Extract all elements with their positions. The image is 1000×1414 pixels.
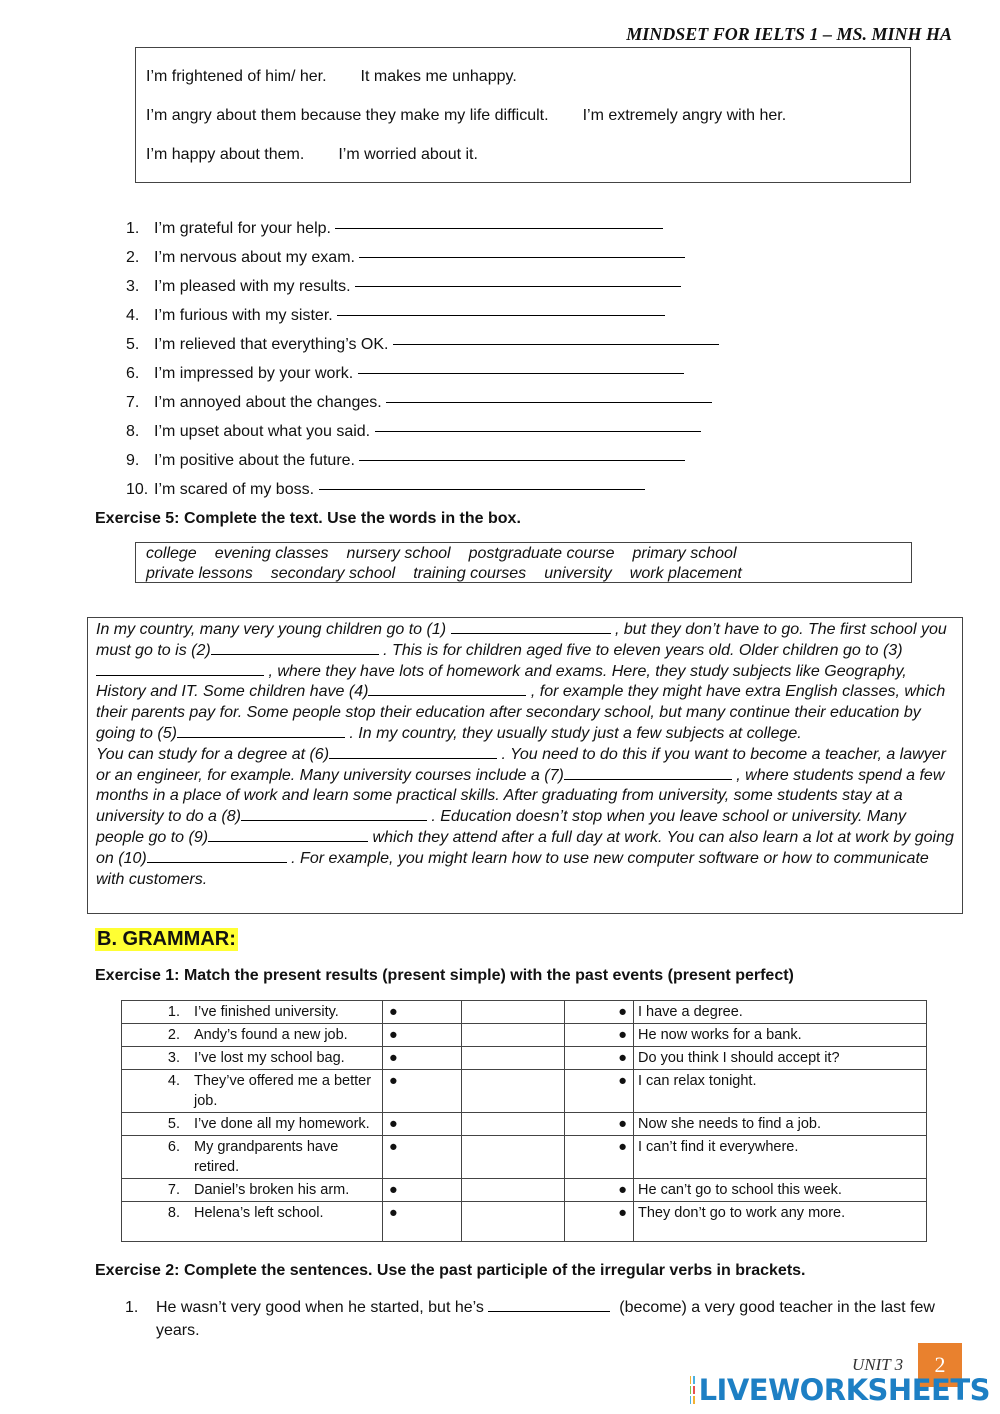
match-dot-right[interactable]: ●: [565, 1024, 634, 1047]
table-row: [122, 1024, 927, 1047]
item-number: 3.: [126, 278, 140, 295]
item-text: I’m pleased with my results.: [154, 278, 351, 295]
list-item: [118, 446, 818, 475]
word: work placement: [629, 565, 742, 582]
answer-blank[interactable]: [359, 446, 685, 461]
past-event: I’ve done all my homework.: [194, 1113, 383, 1136]
table-row: [122, 1001, 927, 1024]
list-item: [118, 301, 818, 330]
match-dot-left[interactable]: ●: [383, 1047, 462, 1070]
item-text: I’m furious with my sister.: [154, 307, 333, 324]
item-text: [156, 1296, 945, 1342]
item-text: I’m impressed by your work.: [154, 365, 354, 382]
answer-blank[interactable]: [359, 243, 685, 258]
phrase: I’m extremely angry with her.: [582, 107, 787, 124]
item-text: I’m annoyed about the changes.: [154, 394, 382, 411]
list-item: [118, 359, 818, 388]
match-dot-left[interactable]: ●: [383, 1136, 462, 1179]
past-event: Helena’s left school.: [194, 1202, 383, 1242]
match-dot-right[interactable]: ●: [565, 1179, 634, 1202]
text-segment: , but they don’t have to go. The first school you must go to is (2): [96, 621, 947, 659]
answer-blank[interactable]: [337, 301, 665, 316]
grammar-ex2-title: Exercise 2: Complete the sentences. Use the past participle of the irregular verbs in brackets.: [95, 1262, 806, 1279]
phrase: It makes me unhappy.: [360, 68, 517, 85]
exercise4-list: [118, 214, 818, 504]
grammar-ex2-item: [125, 1296, 945, 1342]
unit-label: UNIT 3: [852, 1355, 904, 1374]
text-segment: . This is for children aged five to eleven years old. Older children go to (3): [383, 641, 903, 659]
row-number: 4.: [122, 1070, 195, 1113]
exercise5-title: Exercise 5: Complete the text. Use the words in the box.: [95, 510, 521, 527]
table-row: [122, 1113, 927, 1136]
list-item: [118, 475, 818, 504]
gap-cell: [462, 1001, 565, 1024]
match-dot-right[interactable]: ●: [565, 1136, 634, 1179]
past-event: Andy’s found a new job.: [194, 1024, 383, 1047]
word: college: [146, 545, 197, 562]
table-row: [122, 1179, 927, 1202]
gap-8[interactable]: [241, 807, 427, 821]
phrase: I’m happy about them.: [146, 146, 305, 163]
gap-2[interactable]: [211, 641, 379, 655]
present-result: I can’t find it everywhere.: [634, 1136, 927, 1179]
match-dot-left[interactable]: ●: [383, 1070, 462, 1113]
item-number: 2.: [126, 249, 140, 266]
answer-blank[interactable]: [375, 417, 701, 432]
item-text: I’m grateful for your help.: [154, 220, 331, 237]
text-segment: In my country, many very young children go to (1): [96, 621, 447, 638]
word: private lessons: [146, 565, 253, 582]
gap-5[interactable]: [177, 724, 345, 738]
match-dot-left[interactable]: ●: [383, 1113, 462, 1136]
phrases-box: [135, 47, 911, 183]
phrase: I’m frightened of him/ her.: [146, 68, 327, 85]
gap-4[interactable]: [368, 682, 526, 696]
past-event: I’ve lost my school bag.: [194, 1047, 383, 1070]
present-result: He can’t go to school this week.: [634, 1179, 927, 1202]
item-text: I’m positive about the future.: [154, 452, 355, 469]
table-row: [122, 1136, 927, 1179]
phrases-line-2: [146, 107, 820, 125]
list-item: [118, 272, 818, 301]
logo-grid-icon: [690, 1376, 695, 1404]
item-number: 5.: [126, 336, 140, 353]
answer-blank[interactable]: [335, 214, 663, 229]
word: university: [544, 565, 612, 582]
table-row: [122, 1070, 927, 1113]
text-segment: . You need to do this if you want to become a teacher, a lawyer or an engineer, for example. Many university courses include a (7): [96, 745, 946, 784]
text-segment: , for example they might have extra English classes, which their parents pay for. Some people stop their education after secondary school, but many continue their education by going to (5): [96, 683, 946, 742]
gap-cell: [462, 1136, 565, 1179]
item-number: 7.: [126, 394, 140, 411]
logo-text: LIVEWORKSHEETS: [698, 1373, 990, 1407]
text-segment: You can study for a degree at (6): [96, 745, 330, 763]
text-segment: . For example, you might learn how to use new computer software or how to communicate with customers.: [96, 849, 929, 888]
match-dot-left[interactable]: ●: [383, 1202, 462, 1242]
table-row: [122, 1202, 927, 1242]
match-dot-left[interactable]: ●: [383, 1024, 462, 1047]
past-event: I’ve finished university.: [194, 1001, 383, 1024]
list-item: [118, 330, 818, 359]
present-result: Now she needs to find a job.: [634, 1113, 927, 1136]
item-number: 1.: [125, 1299, 139, 1316]
phrase: I’m worried about it.: [338, 146, 478, 163]
gap-1[interactable]: [451, 620, 611, 634]
item-number: 6.: [126, 365, 140, 382]
word: primary school: [632, 545, 737, 562]
word: nursery school: [346, 545, 451, 562]
gap-7[interactable]: [564, 766, 732, 780]
past-event: Daniel’s broken his arm.: [194, 1179, 383, 1202]
text-segment: , where students spend a few months in a place of work and learn some practical skills. After graduating from university, some students stay at a university to do a (8): [96, 766, 945, 826]
text-segment: . In my country, they usually study just a few subjects at college.: [349, 724, 802, 742]
list-item: [118, 388, 818, 417]
gap-6[interactable]: [329, 745, 497, 759]
gap-cell: [462, 1047, 565, 1070]
gap-cell: [462, 1202, 565, 1242]
word: postgraduate course: [468, 545, 615, 562]
phrases-line-3: [146, 146, 512, 164]
word: training courses: [413, 565, 527, 582]
match-dot-left[interactable]: ●: [383, 1179, 462, 1202]
match-dot-right[interactable]: ●: [565, 1047, 634, 1070]
text-segment: . Education doesn’t stop when you leave school or university. Many people go to (9): [96, 808, 907, 846]
item-number: 4.: [126, 307, 140, 324]
word-row: [146, 564, 901, 584]
gap-9[interactable]: [208, 828, 368, 842]
item-text: I’m relieved that everything’s OK.: [154, 336, 389, 353]
row-number: 5.: [122, 1113, 195, 1136]
answer-blank[interactable]: [393, 330, 719, 345]
word: secondary school: [270, 565, 396, 582]
past-event: My grandparents have retired.: [194, 1136, 383, 1179]
match-dot-right[interactable]: ●: [565, 1113, 634, 1136]
item-number: 8.: [126, 423, 140, 440]
word: evening classes: [214, 545, 329, 562]
liveworksheets-logo: [690, 1372, 990, 1408]
page-number: 2: [918, 1343, 962, 1387]
match-dot-right[interactable]: ●: [565, 1001, 634, 1024]
cloze-text: [87, 617, 963, 914]
grammar-heading: B. GRAMMAR:: [97, 928, 236, 950]
item-text: I’m nervous about my exam.: [154, 249, 355, 266]
item-text: I’m upset about what you said.: [154, 423, 371, 440]
text-segment: (become) a very good teacher in the last few years.: [156, 1299, 935, 1339]
document-header: MINDSET FOR IELTS 1 – MS. MINH HA: [626, 24, 952, 44]
gap-cell: [462, 1070, 565, 1113]
present-result: He now works for a bank.: [634, 1024, 927, 1047]
word-row: [146, 544, 901, 564]
matching-table: [121, 1000, 927, 1242]
answer-blank[interactable]: [319, 475, 645, 490]
table-row: [122, 1047, 927, 1070]
row-number: 8.: [122, 1202, 195, 1242]
row-number: 6.: [122, 1136, 195, 1179]
item-number: 10.: [126, 481, 149, 498]
gap-cell: [462, 1024, 565, 1047]
list-item: [118, 243, 818, 272]
item-number: 9.: [126, 452, 140, 469]
present-result: They don’t go to work any more.: [634, 1202, 927, 1242]
row-number: 1.: [122, 1001, 195, 1024]
answer-blank[interactable]: [358, 359, 684, 374]
match-dot-right[interactable]: ●: [565, 1070, 634, 1113]
gap-10[interactable]: [147, 849, 287, 863]
text-segment: , where they have lots of homework and exams. Here, they study subjects like Geography, History and IT. Some children have (4): [96, 662, 907, 701]
row-number: 2.: [122, 1024, 195, 1047]
answer-blank[interactable]: [355, 272, 681, 287]
word-box: [135, 542, 912, 583]
answer-blank[interactable]: [386, 388, 712, 403]
item-text: I’m scared of my boss.: [154, 481, 315, 498]
grammar-ex1-title: Exercise 1: Match the present results (present simple) with the past events (present perfect): [95, 967, 794, 984]
row-number: 7.: [122, 1179, 195, 1202]
list-item: [118, 214, 818, 243]
match-dot-right[interactable]: ●: [565, 1202, 634, 1242]
past-event: They’ve offered me a better job.: [194, 1070, 383, 1113]
text-segment: which they attend after a full day at work. You can also learn a lot at work by going on (10): [96, 828, 954, 867]
phrase: I’m angry about them because they make my life difficult.: [146, 107, 549, 124]
match-dot-left[interactable]: ●: [383, 1001, 462, 1024]
row-number: 3.: [122, 1047, 195, 1070]
answer-blank[interactable]: [488, 1298, 610, 1312]
gap-3[interactable]: [96, 662, 264, 676]
present-result: Do you think I should accept it?: [634, 1047, 927, 1070]
text-segment: He wasn’t very good when he started, but he’s: [156, 1299, 484, 1316]
phrases-line-1: [146, 68, 551, 86]
item-number: 1.: [126, 220, 140, 237]
present-result: I can relax tonight.: [634, 1070, 927, 1113]
gap-cell: [462, 1113, 565, 1136]
present-result: I have a degree.: [634, 1001, 927, 1024]
gap-cell: [462, 1179, 565, 1202]
list-item: [118, 417, 818, 446]
